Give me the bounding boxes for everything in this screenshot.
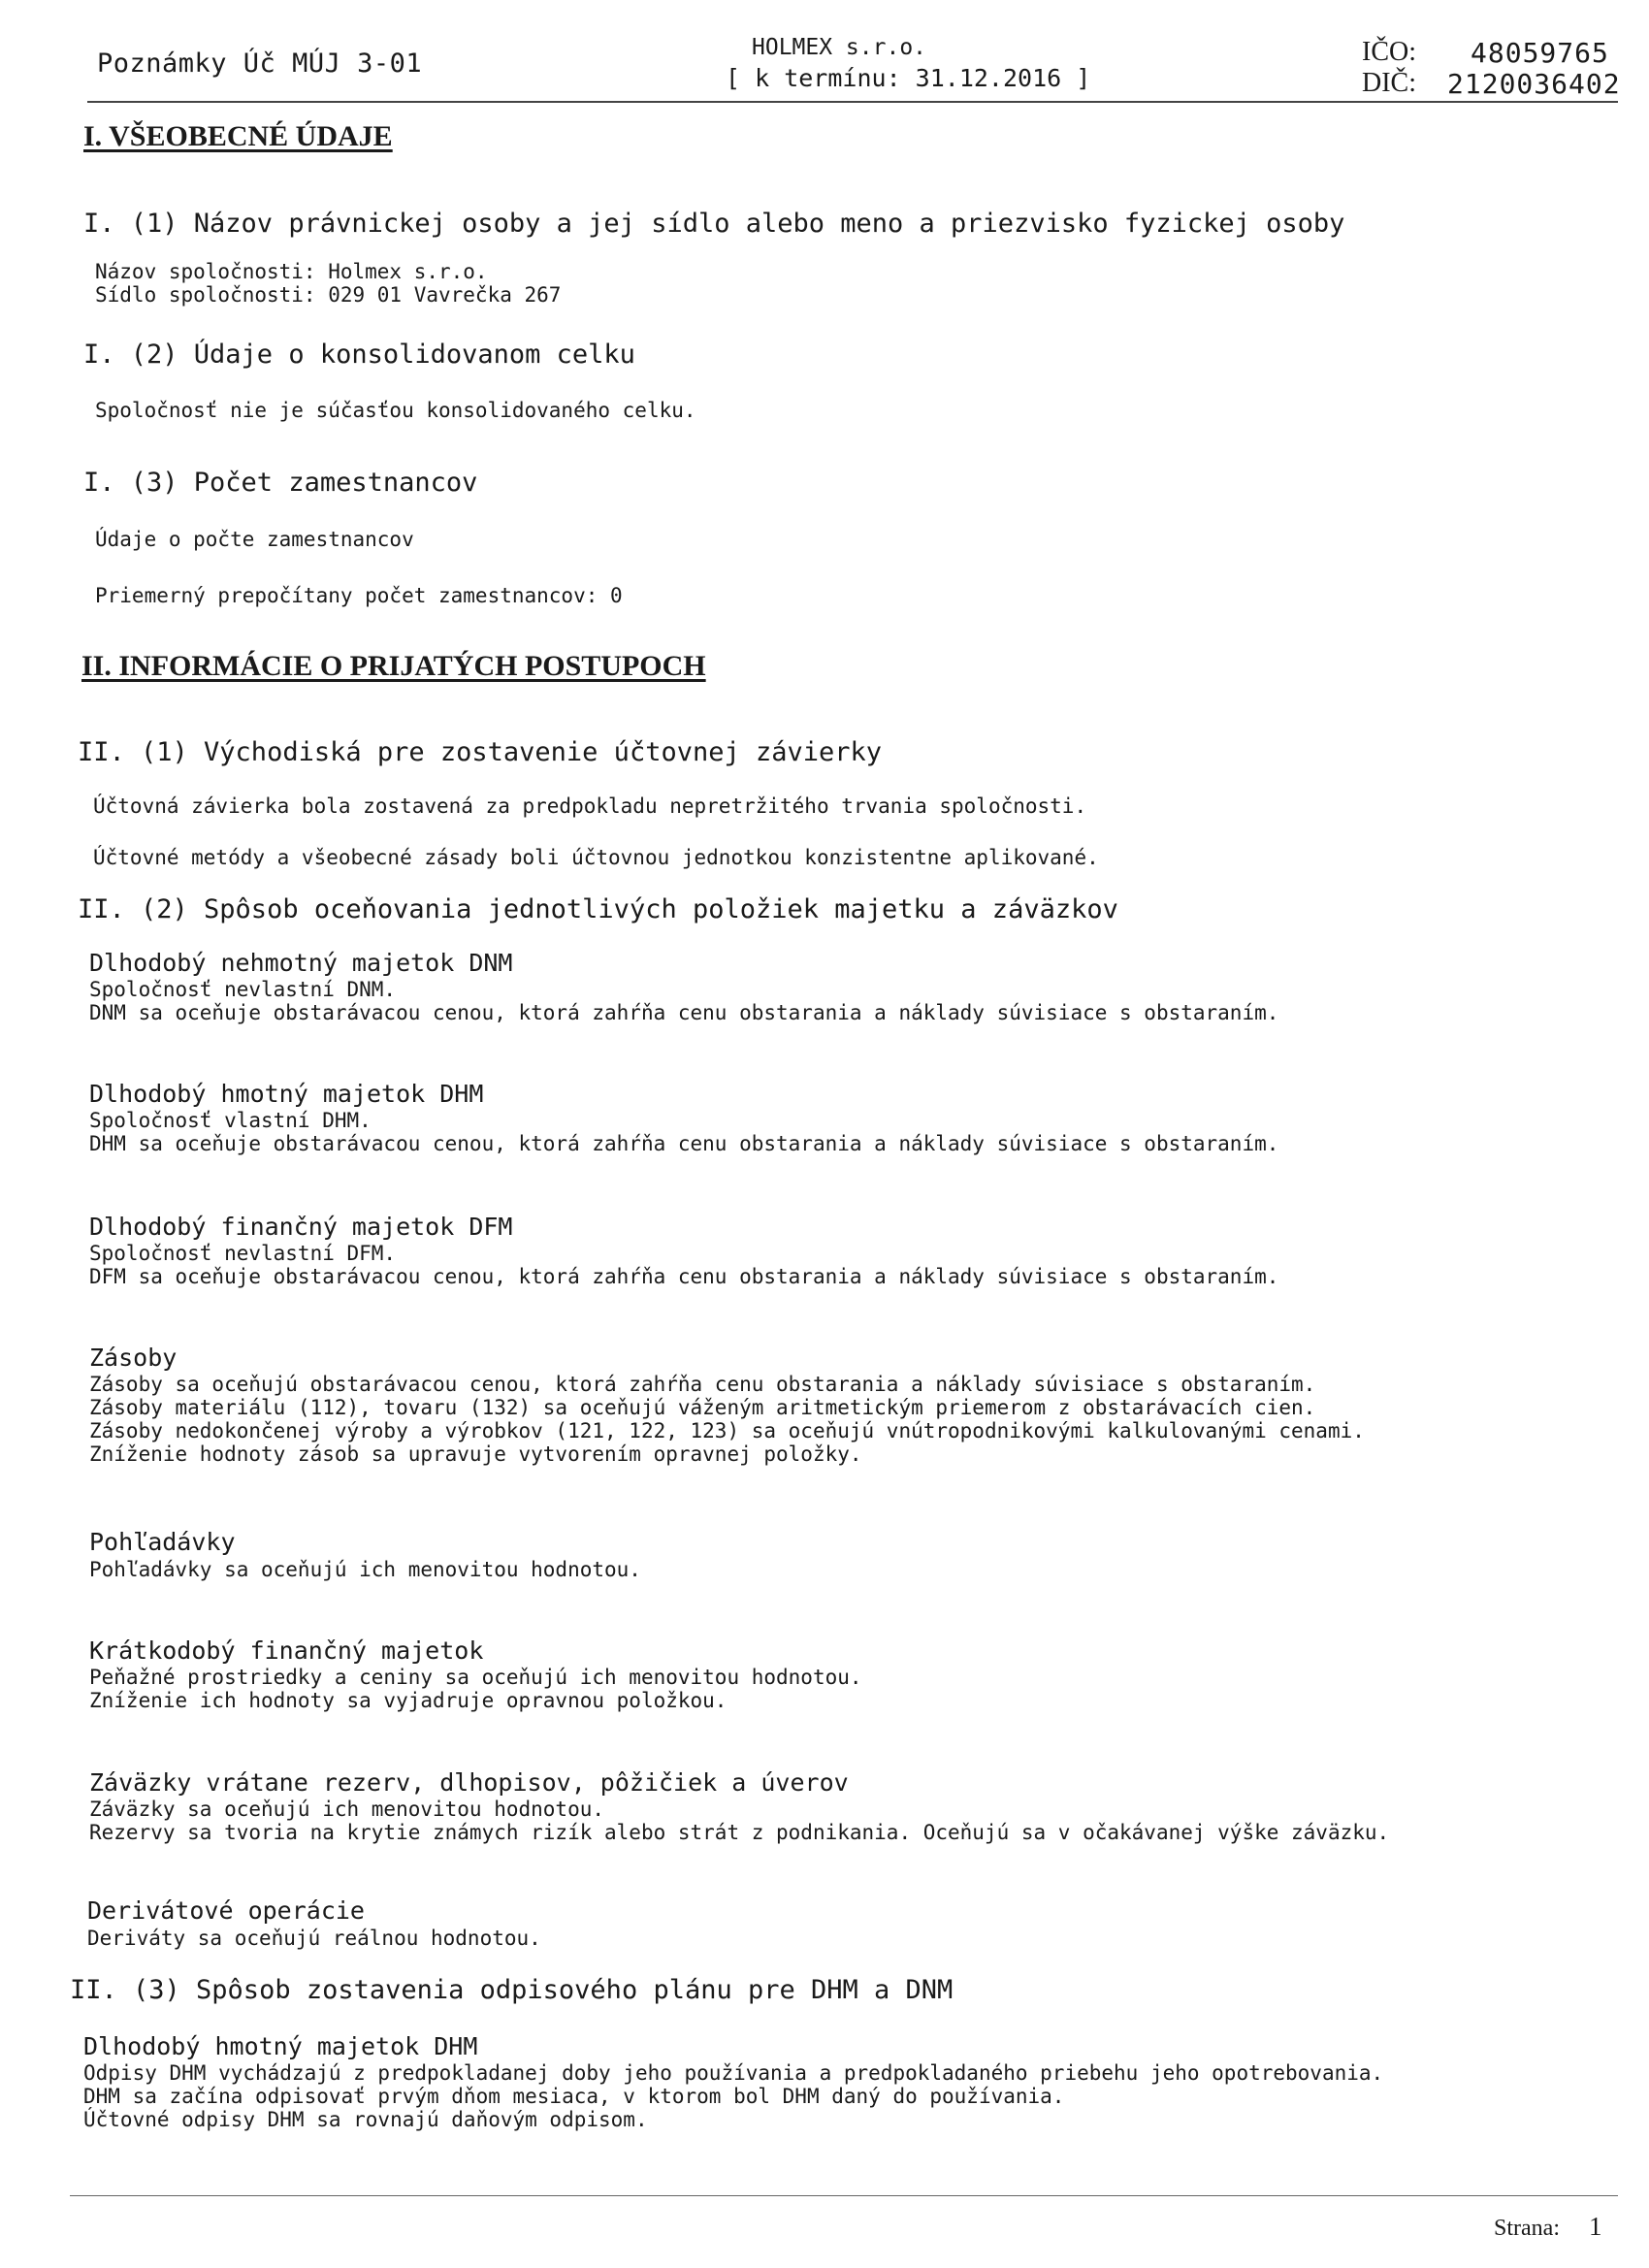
kfm-text [89,1666,862,1712]
going-concern-text: Účtovná závierka bola zostavená za predpokladu nepretržitého trvania spoločnosti. [93,794,1087,818]
zasoby-line-1: Zásoby sa oceňujú obstarávacou cenou, ktorá zahŕňa cenu obstarania a náklady súvisiace s obstaraním. [89,1373,1316,1396]
zavazky-line-2: Rezervy sa tvoria na krytie známych rizík alebo strát z podnikania. Oceňujú sa v očakávanej výške záväzku. [89,1821,1390,1844]
dhm-plan-heading: Dlhodobý hmotný majetok DHM [83,2032,478,2060]
dnm-heading: Dlhodobý nehmotný majetok DNM [89,949,513,977]
dhm-text [89,1109,1278,1155]
zasoby-text [89,1373,1365,1466]
company-info [95,260,561,307]
dfm-text [89,1242,1278,1288]
ico-value: 48059765 [1471,37,1609,69]
zavazky-heading: Záväzky vrátane rezerv, dlhopisov, pôžičiek a úverov [89,1768,849,1797]
period-date: [ k termínu: 31.12.2016 ] [726,64,1091,92]
dfm-heading: Dlhodobý finančný majetok DFM [89,1213,513,1241]
dnm-line-2: DNM sa oceňuje obstarávacou cenou, ktorá zahŕňa cenu obstarania a náklady súvisiace s obstaraním. [89,1001,1279,1024]
section-2-1-heading: II. (1) Východiská pre zostavenie účtovnej závierky [78,737,883,767]
dhm-plan-line-2: DHM sa začína odpisovať prvým dňom mesiaca, v ktorom bol DHM daný do používania. [83,2085,1065,2108]
dhm-line-1: Spoločnosť vlastní DHM. [89,1109,372,1132]
ico-label: IČO: [1362,37,1416,67]
kfm-line-2: Zníženie ich hodnoty sa vyjadruje opravnou položkou. [89,1689,728,1712]
footer-divider [70,2195,1618,2196]
section-1-title: I. VŠEOBECNÉ ÚDAJE [83,120,393,152]
dhm-line-2: DHM sa oceňuje obstarávacou cenou, ktorá zahŕňa cenu obstarania a náklady súvisiace s obstaraním. [89,1132,1279,1155]
dic-value: 2120036402 [1447,68,1621,100]
company-name: HOLMEX s.r.o. [752,35,927,60]
accounting-methods-text: Účtovné metódy a všeobecné zásady boli účtovnou jednotkou konzistentne aplikované. [93,846,1099,869]
dhm-heading: Dlhodobý hmotný majetok DHM [89,1080,484,1108]
section-2-3-heading: II. (3) Spôsob zostavenia odpisového plánu pre DHM a DNM [70,1975,954,2005]
zasoby-line-2: Zásoby materiálu (112), tovaru (132) sa oceňujú váženým aritmetickým priemerom z obstarávacích cien. [89,1396,1316,1419]
employees-count: Priemerný prepočítany počet zamestnancov: 0 [95,584,623,607]
section-2-title: II. INFORMÁCIE O PRIJATÝCH POSTUPOCH [81,650,706,682]
zavazky-line-1: Záväzky sa oceňujú ich menovitou hodnotou. [89,1798,605,1821]
company-address-line: Sídlo spoločnosti: 029 01 Vavrečka 267 [95,283,562,307]
derivaty-text: Deriváty sa oceňujú reálnou hodnotou. [87,1927,541,1950]
dfm-line-2: DFM sa oceňuje obstarávacou cenou, ktorá zahŕňa cenu obstarania a náklady súvisiace s obstaraním. [89,1265,1279,1288]
derivaty-heading: Derivátové operácie [87,1896,365,1925]
zasoby-line-4: Zníženie hodnoty zásob sa upravuje vytvorením opravnej položky. [89,1442,862,1466]
dic-label: DIČ: [1362,68,1416,98]
section-1-2-heading: I. (2) Údaje o konsolidovanom celku [83,340,635,370]
dnm-line-1: Spoločnosť nevlastní DNM. [89,978,397,1001]
dhm-plan-line-1: Odpisy DHM vychádzajú z predpokladanej doby jeho používania a predpokladaného priebehu jeho opotrebovania. [83,2061,1384,2085]
page-label: Strana: [1494,2216,1560,2241]
section-1-3-heading: I. (3) Počet zamestnancov [83,468,478,498]
zasoby-heading: Zásoby [89,1344,178,1372]
company-name-line: Názov spoločnosti: Holmex s.r.o. [95,260,488,283]
pohladavky-heading: Pohľadávky [89,1528,236,1556]
dhm-plan-line-3: Účtovné odpisy DHM sa rovnajú daňovým odpisom. [83,2108,648,2131]
zasoby-line-3: Zásoby nedokončenej výroby a výrobkov (121, 122, 123) sa oceňujú vnútropodnikovými kalkulovanými cenami. [89,1419,1365,1442]
header-divider [87,101,1618,103]
zavazky-text [89,1798,1389,1844]
page-number: 1 [1588,2212,1602,2241]
section-2-2-heading: II. (2) Spôsob oceňovania jednotlivých položiek majetku a záväzkov [78,894,1118,924]
dnm-text [89,978,1278,1024]
section-1-1-heading: I. (1) Názov právnickej osoby a jej sídlo alebo meno a priezvisko fyzickej osoby [83,209,1345,239]
dhm-plan-text [83,2061,1383,2131]
kfm-line-1: Peňažné prostriedky a ceniny sa oceňujú ich menovitou hodnotou. [89,1666,862,1689]
dfm-line-1: Spoločnosť nevlastní DFM. [89,1242,397,1265]
consolidation-text: Spoločnosť nie je súčasťou konsolidovaného celku. [95,399,696,422]
page-indicator [1494,2212,1601,2242]
pohladavky-text: Pohľadávky sa oceňujú ich menovitou hodnotou. [89,1558,641,1581]
kfm-heading: Krátkodobý finančný majetok [89,1636,484,1665]
employees-caption: Údaje o počte zamestnancov [95,528,414,551]
document-title: Poznámky Úč MÚJ 3-01 [97,49,423,79]
